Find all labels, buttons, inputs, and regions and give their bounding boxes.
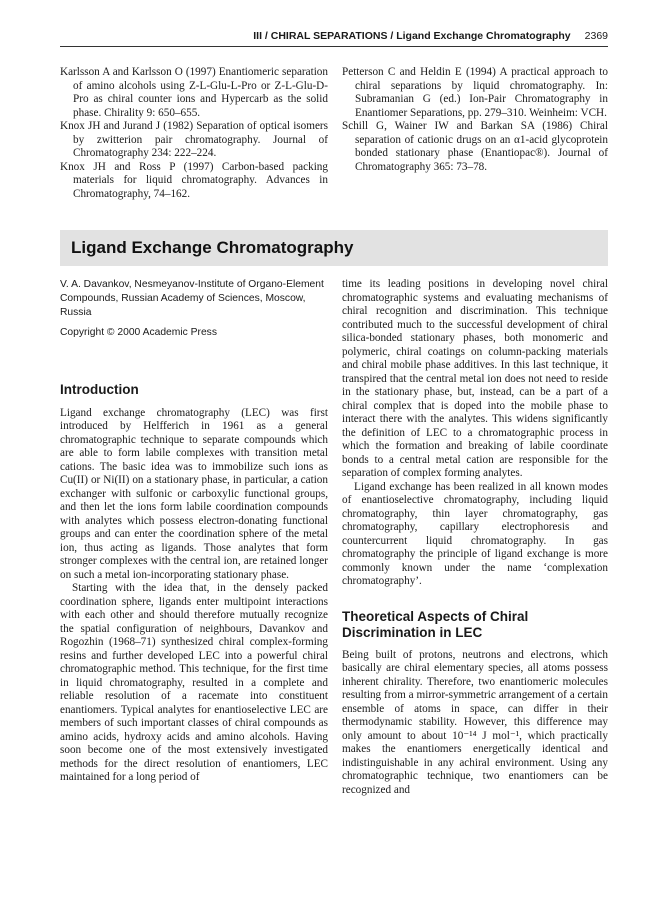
section-heading-theory: Theoretical Aspects of Chiral Discrimination in LEC [342, 608, 529, 640]
reference-item: Petterson C and Heldin E (1994) A practical approach to chiral separations by liquid chromatography. In: Subramanian G (ed.) Ion-Pair Chromatography in Enantiomer Separations, pp. 279–310. Weinheim: VCH. [342, 66, 608, 119]
article-title-band [60, 230, 608, 266]
copyright-line: Copyright © 2000 Academic Press [60, 327, 217, 338]
body-paragraph: time its leading positions in developing novel chiral chromatographic systems and evaluating mechanisms of chiral recognition and discrimination. This technique contributed much to the successful development of chiral silica-bonded stationary phases, both monomeric and polymeric, chiral coatings on column-packing materials and chiral mobile phase additives. In this last technique, it transpired that the central metal ion does not need to reside in the stationary phase, but, instead, can be a part of a chiral complex that is doped into the mobile phase to interact there with the analytes. This widens significantly the definition of LEC to a chromatographic process in which the formation and breaking of labile coordinate bonds to a central metal cation are responsible for the separation of complex forming analytes. [342, 278, 608, 479]
reference-item: Schill G, Wainer IW and Barkan SA (1986) Chiral separation of cationic drugs on an α1-acid glycoprotein bonded stationary phase (Enantiopac®). Journal of Chromatography 365: 73–78. [342, 120, 608, 173]
references-right [342, 66, 608, 174]
page-number: 2369 [584, 30, 608, 42]
right-column [342, 278, 608, 797]
reference-item: Karlsson A and Karlsson O (1997) Enantiomeric separation of amino alcohols using Z-L-Glu-L-Pro or Z-L-Glu-D-Pro as chiral counter ions and Hypercarb as the solid phase. Chirality 9: 650–655. [60, 66, 328, 119]
reference-item: Knox JH and Ross P (1997) Carbon-based packing materials for liquid chromatography. Advances in Chromatography, 74–162. [60, 160, 328, 200]
author-affiliation: V. A. Davankov, Nesmeyanov-Institute of Organo-Element Compounds, Russian Academy of Sciences, Moscow, Russia [60, 279, 324, 318]
body-paragraph: Ligand exchange chromatography (LEC) was first introduced by Helfferich in 1961 as a general chromatographic technique to separate compounds which are able to form labile complexes with transition metal cations. The basic idea was to immobilize such ions as Cu(II) or Ni(II) on a stationary phase, in particular, a cation exchanger with sulfonic or carboxylic functional groups, and then let the ions form labile coordination compounds with analytes which possess electron-donating functional groups and can enter the coordination sphere of the metal ion, thus acting as ligands. Those analytes that form stronger complexes with the central ion, are retained longer on such a metal ion-incorporating stationary phase. [60, 406, 328, 581]
body-paragraph: Being built of protons, neutrons and electrons, which basically are chiral elementary species, all atoms possess inherent chirality. Therefore, two enantiomeric molecules resulting from a mirror-symmetric arrangement of a certain ensemble of atoms in space, can differ in their thermodynamic stability. However, this difference may only amount to about 10⁻¹⁴ J mol⁻¹, which practically makes the enantiomers energetically identical and indistinguishable in any achiral environment. Using any chromatographic technique, two enantiomers can be recognized and [342, 648, 608, 796]
left-column [60, 278, 328, 785]
running-header [253, 30, 608, 42]
body-paragraph: Starting with the idea that, in the densely packed coordination sphere, ligands enter multipoint interactions with each other and should therefore mutually recognize the spatial configuration of neighbours, Davankov and Rogozhin (1968–71) synthesized chiral complex-forming resins and further developed LEC into a powerful chiral chromatographic method. This technique, for the first time in liquid chromatography, resulted in a complete and reliable resolution of a racemate into constituent enantiomers. Typical analytes for enantioselective LEC are members of such important classes of chiral compounds as amino acids, hydroxy acids and amino alcohols. Having soon become one of the most extensively investigated methods for the direct resolution of enantiomers, LEC maintained for a long period of [60, 582, 328, 783]
header-rule [60, 46, 608, 47]
references-left [60, 66, 328, 201]
body-paragraph: Ligand exchange has been realized in all known modes of enantioselective chromatography, including liquid chromatography, thin layer chromatography, gas chromatography, capillary electrophoresis and countercurrent liquid chromatography. In gas chromatography the principle of ligand exchange is more commonly known under the name ‘complexation chromatography’. [342, 480, 608, 587]
running-title: III / CHIRAL SEPARATIONS / Ligand Exchange Chromatography [253, 30, 571, 42]
article-title: Ligand Exchange Chromatography [71, 238, 354, 257]
reference-item: Knox JH and Jurand J (1982) Separation of optical isomers by zwitterion pair chromatography. Journal of Chromatography 234: 222–224. [60, 120, 328, 159]
section-heading-introduction: Introduction [60, 381, 139, 397]
